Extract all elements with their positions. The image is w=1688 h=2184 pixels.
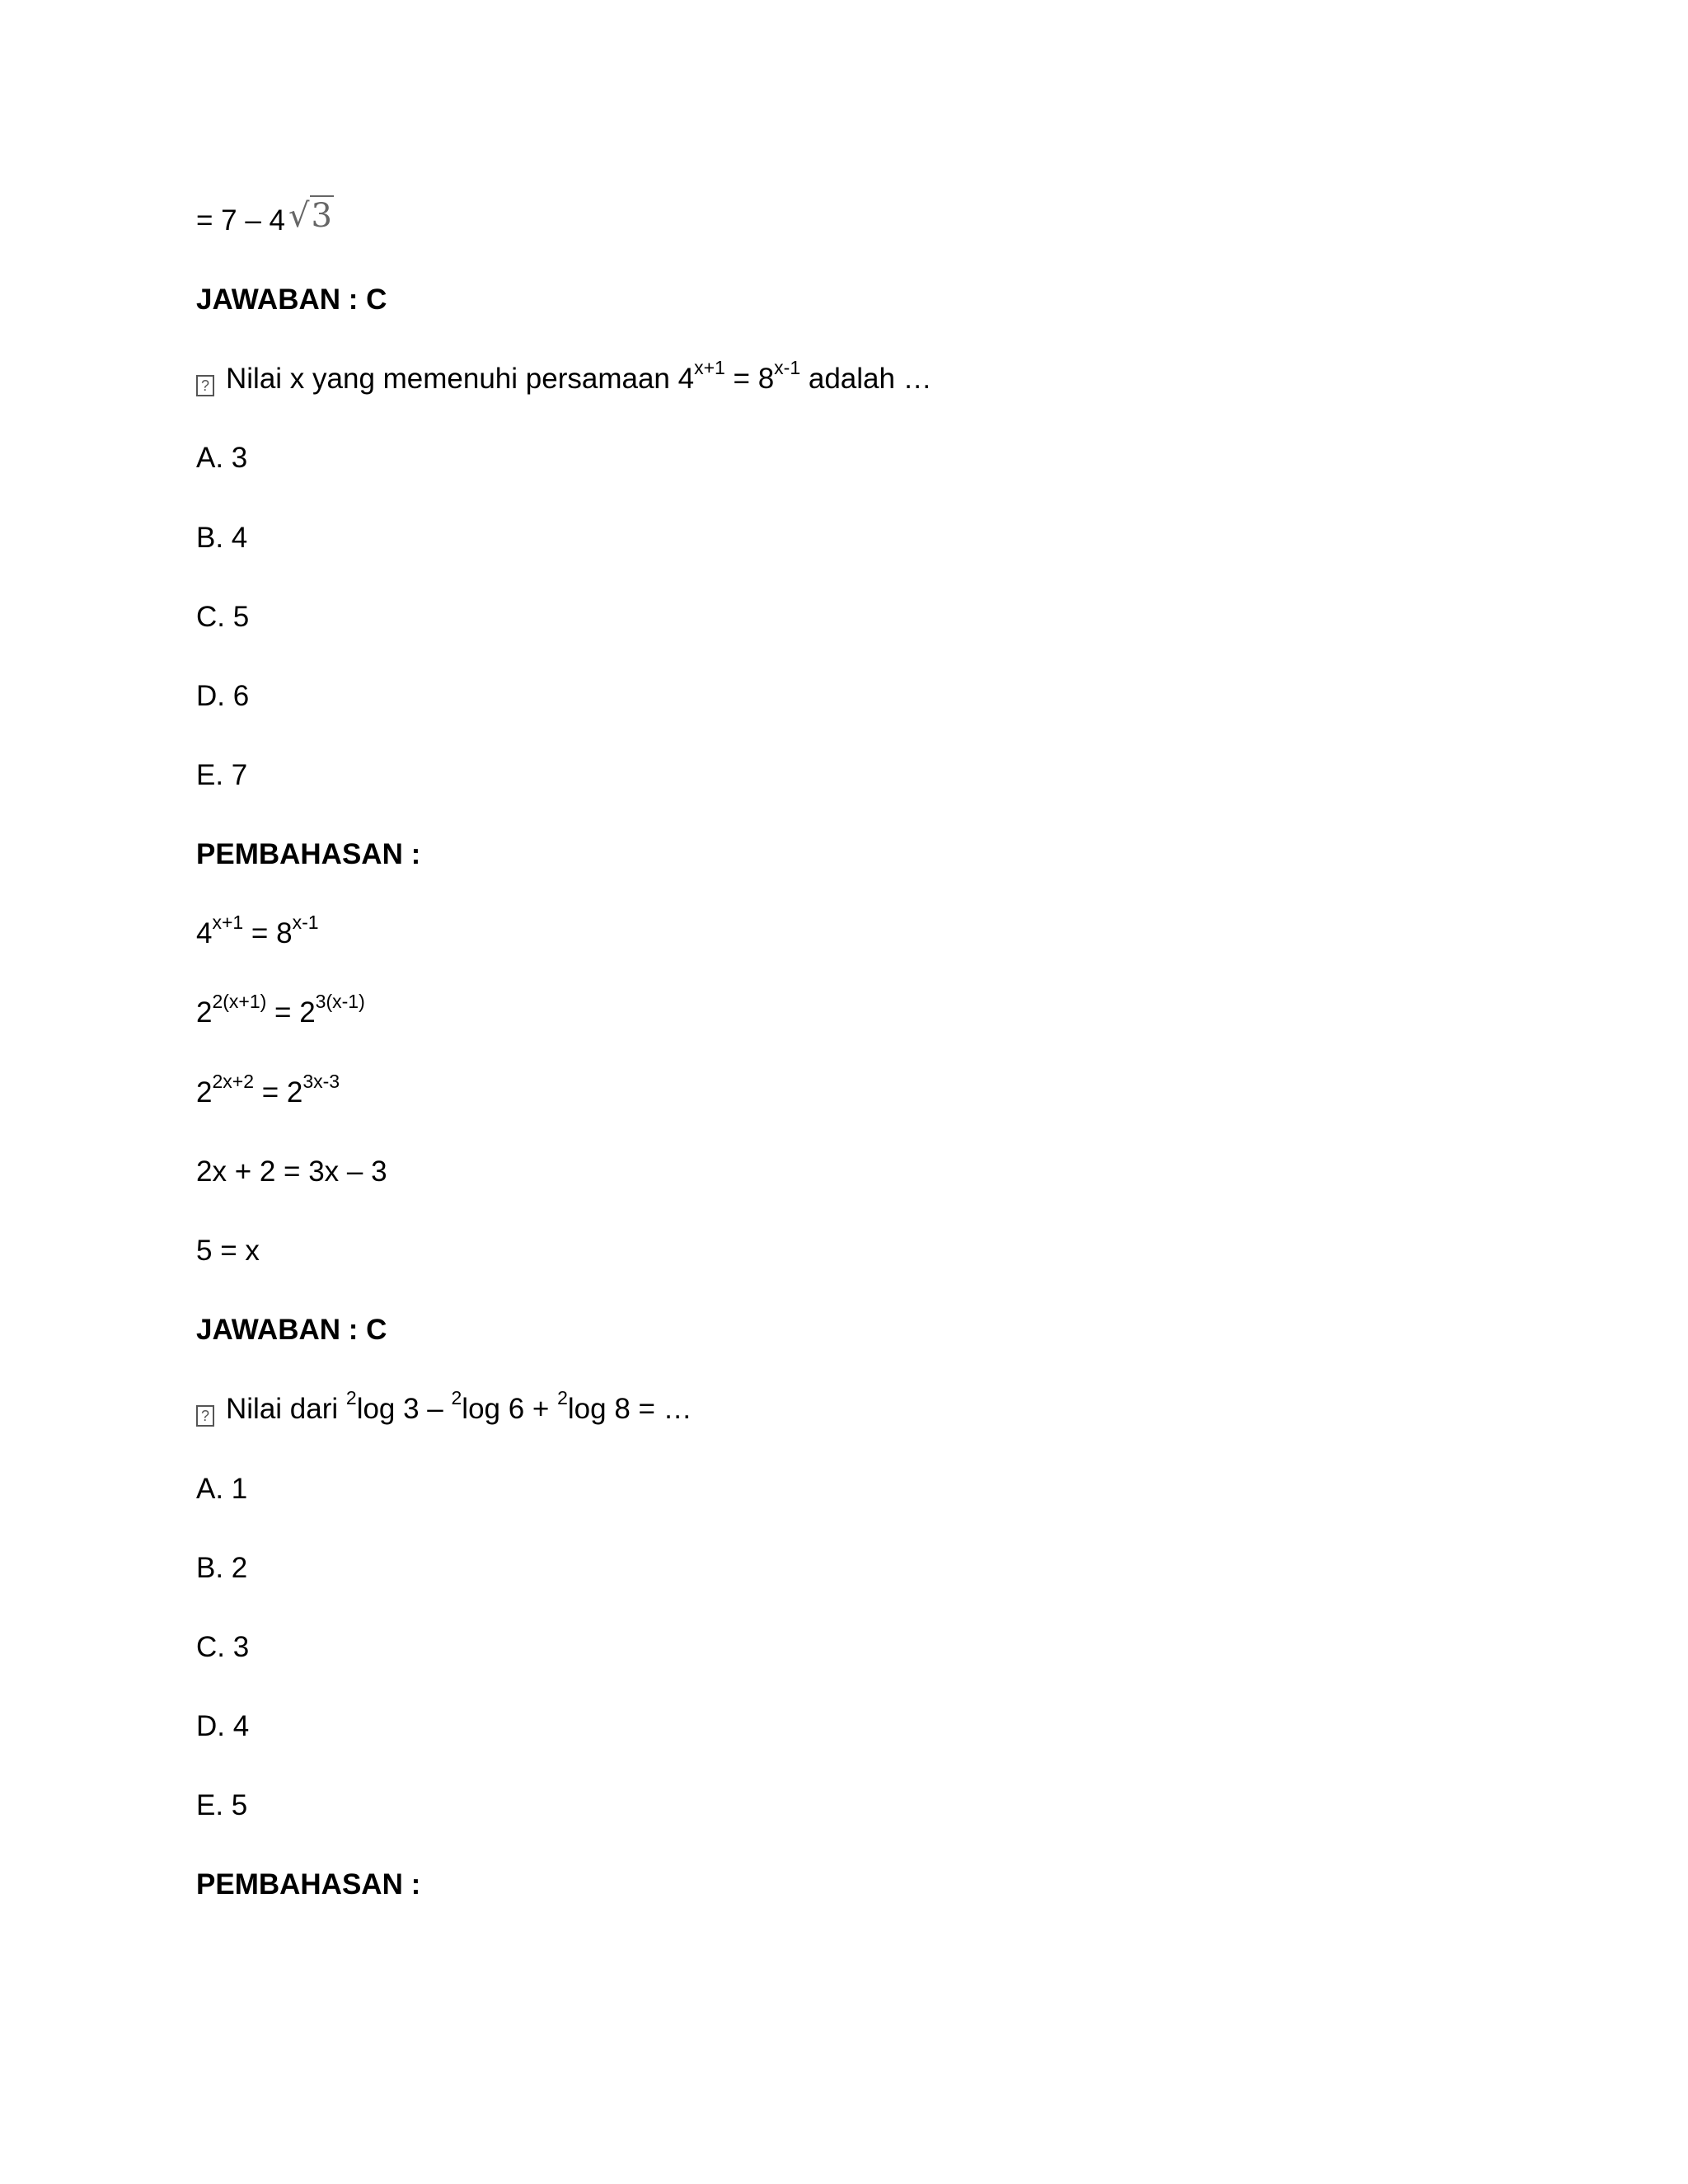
- step-2-base-a: 2: [196, 996, 213, 1029]
- q1-exponent-1: x+1: [694, 357, 725, 379]
- q1-option-c: C. 5: [196, 601, 250, 633]
- step-4: 2x + 2 = 3x – 3: [196, 1155, 387, 1188]
- q2-option-b: B. 2: [196, 1552, 248, 1584]
- discussion-label-2: PEMBAHASAN :: [196, 1868, 421, 1900]
- q2-log-base-3: 2: [557, 1387, 568, 1409]
- answer-label-2: JAWABAN : C: [196, 1314, 387, 1346]
- q1-text-before: Nilai x yang memenuhi persamaan 4: [226, 363, 695, 395]
- result-text: = 7 – 4: [196, 204, 286, 237]
- step-5: 5 = x: [196, 1235, 260, 1267]
- q2-option-d: D. 4: [196, 1710, 250, 1742]
- step-1-base-b: = 8: [243, 917, 293, 949]
- step-2-exp-b: 3(x-1): [315, 991, 365, 1013]
- q1-text-mid: = 8: [724, 363, 775, 395]
- step-3-base-a: 2: [196, 1076, 213, 1108]
- q1-text-after: adalah …: [800, 363, 932, 395]
- q2-log-base-2: 2: [451, 1387, 462, 1409]
- step-3-exp-b: 3x-3: [302, 1071, 340, 1093]
- step-3: [196, 1071, 340, 1111]
- q2-text-before: Nilai dari: [226, 1393, 346, 1425]
- missing-glyph-icon: ?: [196, 1405, 214, 1427]
- step-1-exp-a: x+1: [212, 912, 244, 934]
- answer-label-1: JAWABAN : C: [196, 284, 387, 316]
- step-3-exp-a: 2x+2: [212, 1071, 254, 1093]
- q1-option-b: B. 4: [196, 522, 248, 554]
- q2-option-c: C. 3: [196, 1631, 250, 1663]
- q2-term-2: log 6 +: [462, 1393, 558, 1425]
- discussion-label-1: PEMBAHASAN :: [196, 838, 421, 870]
- sqrt-argument: 3: [311, 197, 332, 235]
- step-1: [196, 912, 319, 952]
- sqrt-radical-icon: √: [288, 197, 310, 235]
- step-1-base-a: 4: [196, 917, 213, 949]
- q2-term-1: log 3 –: [356, 1393, 452, 1425]
- previous-result-line: [196, 198, 334, 239]
- q2-term-3: log 8 = …: [567, 1393, 692, 1425]
- sqrt-three: [288, 198, 334, 234]
- q2-log-base-1: 2: [345, 1387, 357, 1409]
- step-1-exp-b: x-1: [292, 912, 319, 934]
- q2-option-a: A. 1: [196, 1473, 248, 1505]
- q1-option-d: D. 6: [196, 680, 250, 712]
- step-2-exp-a: 2(x+1): [212, 991, 267, 1013]
- q1-exponent-2: x-1: [774, 357, 801, 379]
- question-1: [196, 357, 932, 397]
- question-2: [196, 1387, 692, 1427]
- step-2: [196, 991, 365, 1031]
- missing-glyph-icon: ?: [196, 375, 214, 396]
- step-2-base-b: = 2: [266, 996, 316, 1029]
- q2-option-e: E. 5: [196, 1789, 248, 1821]
- step-3-base-b: = 2: [253, 1076, 303, 1108]
- q1-option-a: A. 3: [196, 442, 248, 474]
- q1-option-e: E. 7: [196, 759, 248, 791]
